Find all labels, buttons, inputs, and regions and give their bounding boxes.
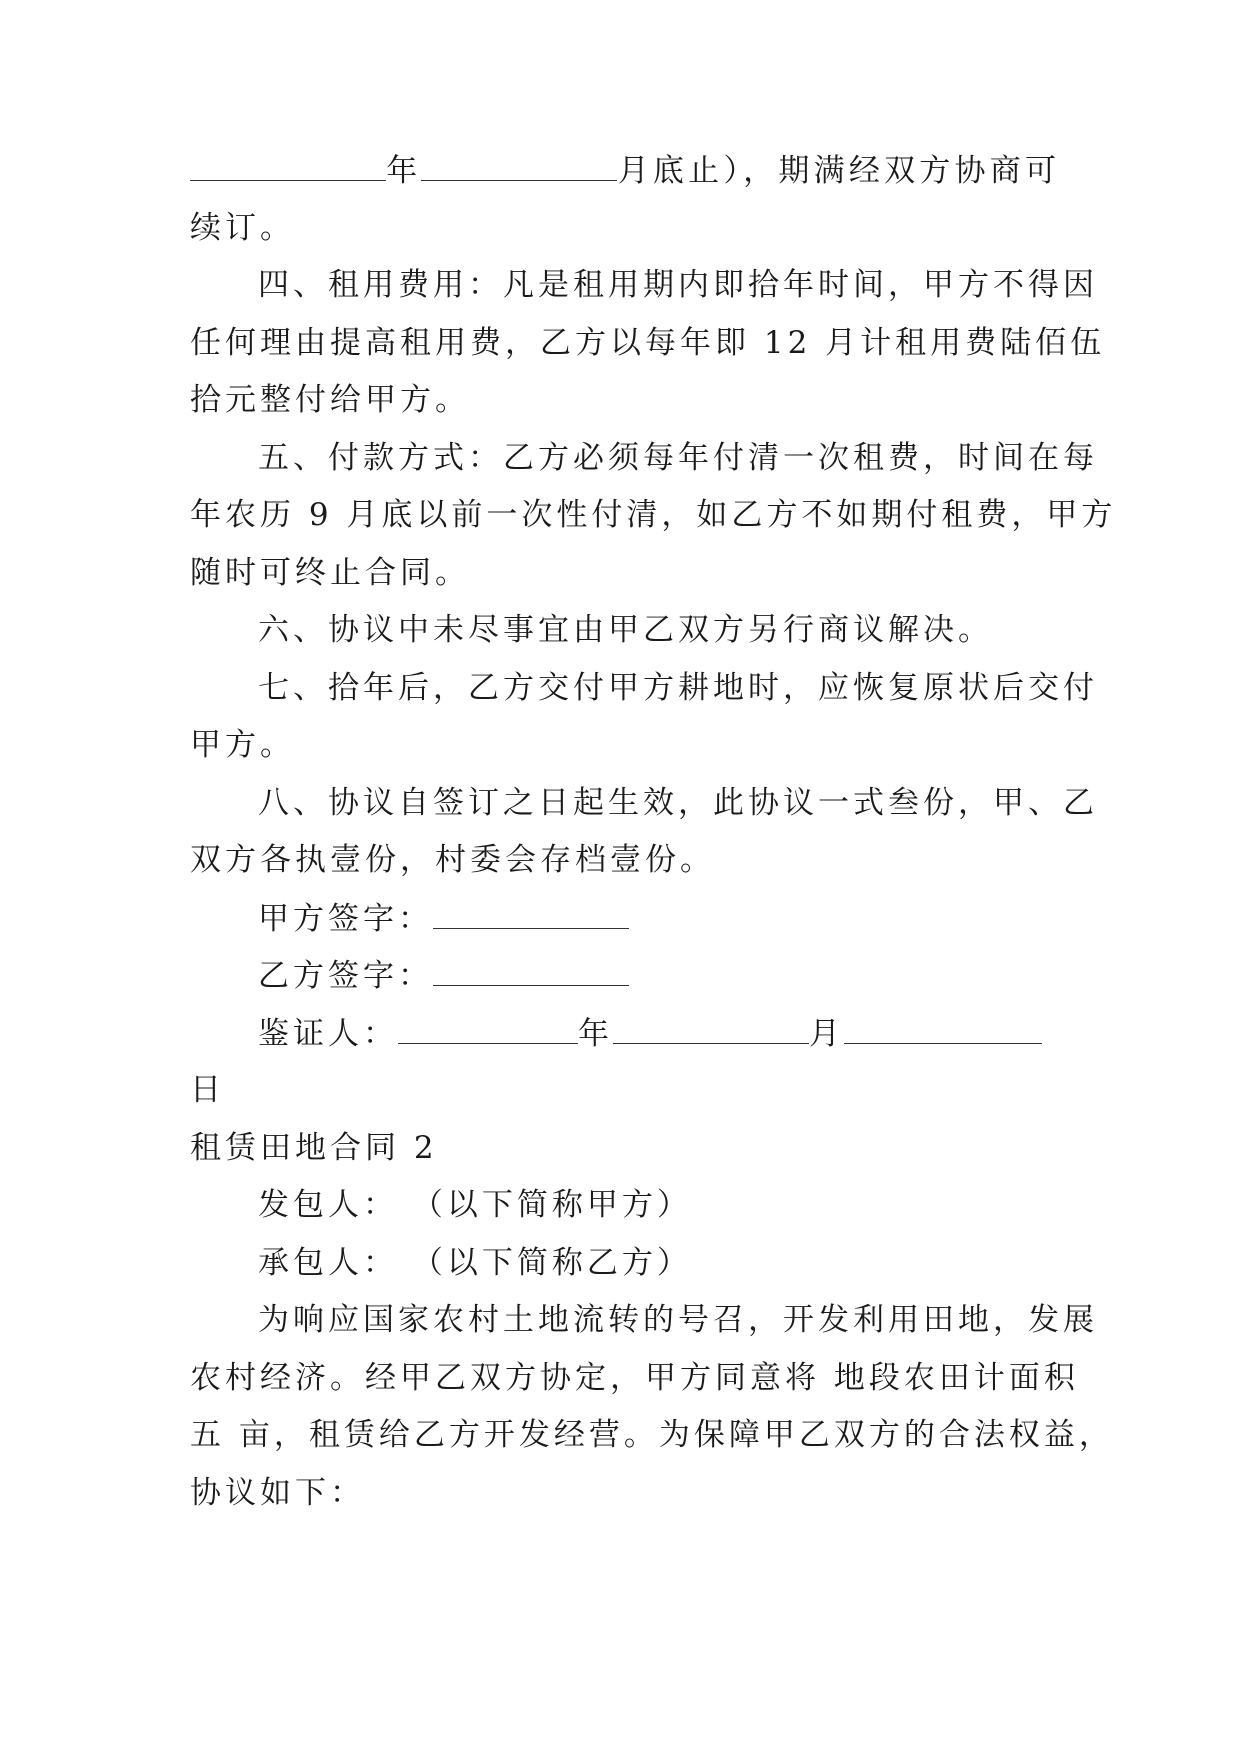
text-fragment: 月 (809, 1016, 844, 1052)
witness-line (258, 1013, 1060, 1054)
blank-field (613, 1013, 809, 1044)
party-b-signature-line (258, 955, 1128, 996)
clause-seven-heading: 七、拾年后，乙方交付甲方耕地时，应恢复原状后交付 (258, 670, 1098, 706)
signature-blank (433, 898, 629, 929)
blank-field (421, 150, 617, 181)
clause-eight-heading: 八、协议自签订之日起生效，此协议一式叁份，甲、乙 (258, 785, 1098, 821)
text-fragment: 月底止），期满经双方协商可 (617, 153, 1061, 189)
blank-field (844, 1013, 1042, 1044)
blank-field (190, 150, 386, 181)
clause-six: 六、协议中未尽事宜由甲乙双方另行商议解决。 (258, 612, 993, 648)
text-line: 续订。 (190, 210, 295, 246)
text-line: 年农历 9 月底以前一次性付清，如乙方不如期付租费，甲方 (190, 497, 1117, 533)
blank-field (398, 1013, 578, 1044)
contractee-line: 承包人： （以下简称乙方） (258, 1245, 692, 1281)
text-line: 日 (190, 1072, 225, 1108)
section-title: 租赁田地合同 2 (190, 1130, 438, 1166)
text-line (190, 150, 1060, 191)
text-line: 随时可终止合同。 (190, 555, 470, 591)
party-b-signature-label: 乙方签字： (258, 958, 433, 994)
text-line: 拾元整付给甲方。 (190, 382, 470, 418)
text-line: 任何理由提高租用费，乙方以每年即 12 月计租用费陆佰伍 (190, 325, 1106, 361)
text-line: 甲方。 (190, 727, 295, 763)
party-a-signature-line (258, 898, 1128, 939)
text-fragment: 年 (578, 1016, 613, 1052)
text-line: 双方各执壹份，村委会存档壹份。 (190, 842, 715, 878)
text-line: 协议如下： (190, 1475, 365, 1511)
witness-label: 鉴证人： (258, 1016, 398, 1052)
text-fragment: 年 (386, 153, 422, 189)
clause-five-heading: 五、付款方式：乙方必须每年付清一次租费，时间在每 (258, 440, 1098, 476)
clause-four-heading: 四、租用费用：凡是租用期内即拾年时间，甲方不得因 (258, 267, 1098, 303)
contractor-line: 发包人： （以下简称甲方） (258, 1187, 692, 1223)
text-line: 五 亩，租赁给乙方开发经营。为保障甲乙双方的合法权益， (190, 1417, 1114, 1453)
text-line: 农村经济。经甲乙双方协定，甲方同意将 地段农田计面积 (190, 1360, 1079, 1396)
party-a-signature-label: 甲方签字： (258, 901, 433, 937)
preamble-first-line: 为响应国家农村土地流转的号召，开发利用田地，发展 (258, 1302, 1098, 1338)
signature-blank (433, 955, 629, 986)
